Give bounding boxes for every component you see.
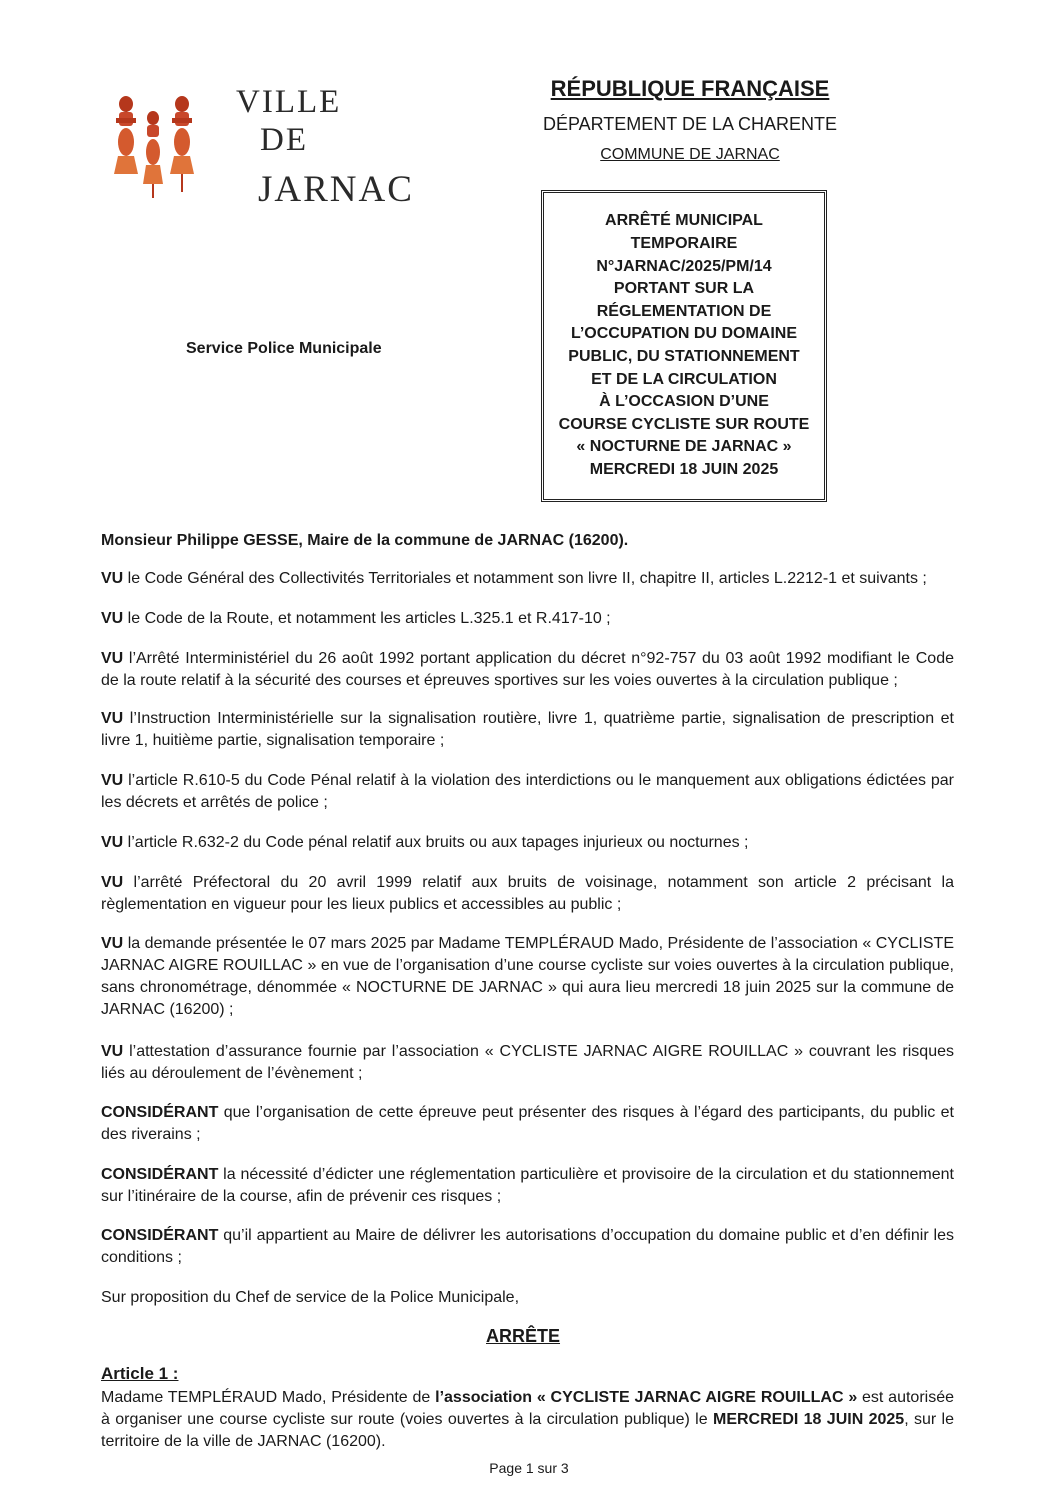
visa-lead: VU [101,570,124,587]
considerant-paragraph [101,1102,954,1146]
visa-lead: VU [101,710,124,727]
visa-paragraph [101,648,954,692]
article-text-bold: l’association « CYCLISTE JARNAC AIGRE ROUILLAC » [435,1389,858,1406]
proposition-line [101,1287,954,1309]
title-line: À L’OCCASION D’UNE [599,393,769,411]
visa-lead: VU [101,935,124,952]
title-line: PORTANT SUR LA [613,280,755,298]
visa-paragraph [101,608,954,630]
visa-text: le Code de la Route, et notamment les articles L.325.1 et R.417-10 ; [123,610,611,627]
visa-lead: VU [101,874,124,891]
maire-line: Monsieur Philippe GESSE, Maire de la commune de JARNAC (16200). [101,532,629,549]
visa-text: l’Instruction Interministérielle sur la signalisation routière, livre 1, quatrième partie, signalisation de prescription et livre 1, huitième partie, signalisation temporaire ; [101,710,954,749]
visa-paragraph [101,872,954,916]
article-text: Madame TEMPLÉRAUD Mado, Présidente de [101,1389,436,1406]
title-line: L’OCCUPATION DU DOMAINE [570,325,798,343]
article-text: est autorisée à organiser une course cycliste sur route (voies ouvertes à la circulation publique) le [101,1389,954,1428]
commune-heading: COMMUNE DE JARNAC [600,146,780,163]
visa-paragraph [101,770,954,814]
title-line: TEMPORAIRE [630,235,738,253]
visa-paragraph [101,933,954,1021]
visa-text: l’arrêté Préfectoral du 20 avril 1999 relatif aux bruits de voisinage, notamment son article 2 précisant la règlementation en vigueur pour les lieux publics et accessibles au public ; [101,874,954,913]
title-line: ARRÊTÉ MUNICIPAL [605,212,763,230]
considerant-lead: CONSIDÉRANT [101,1104,219,1121]
title-line: COURSE CYCLISTE SUR ROUTE [558,415,810,433]
visa-paragraph [101,832,954,854]
visa-text: l’Arrêté Interministériel du 26 août 1992 portant application du décret n°92-757 du 03 août 1992 modifiant le Code de la route relatif à la sécurité des courses et épreuves sportives sur les voies ouvertes à la circulation publique ; [101,650,954,689]
visa-paragraph [101,568,954,590]
visa-lead: VU [101,834,124,851]
ville-de-jarnac-logo [108,84,414,234]
page-number: Page 1 sur 3 [489,1460,569,1476]
title-line: N°JARNAC/2025/PM/14 [596,257,772,275]
visa-lead: VU [101,772,124,789]
visa-lead: VU [101,1043,124,1060]
visa-lead: VU [101,650,124,667]
considerant-paragraph [101,1225,954,1269]
logo-figures-icon [108,92,208,212]
visa-paragraph [101,1041,954,1085]
considerant-text: qu’il appartient au Maire de délivrer les autorisations d’occupation du domaine public et d’en définir les conditions ; [101,1227,954,1266]
title-line: « NOCTURNE DE JARNAC » [576,438,792,456]
visa-text: l’attestation d’assurance fournie par l’association « CYCLISTE JARNAC AIGRE ROUILLAC » couvrant les risques liés au déroulement de l’évènement ; [101,1043,954,1082]
republique-heading: RÉPUBLIQUE FRANÇAISE [550,76,830,101]
considerant-paragraph [101,1164,954,1208]
visa-text: l’article R.632-2 du Code pénal relatif aux bruits ou aux tapages injurieux ou nocturnes ; [123,834,749,851]
departement-heading: DÉPARTEMENT DE LA CHARENTE [542,114,838,134]
arrete-title-box [541,190,827,502]
article-1-title: Article 1 : [101,1364,179,1383]
article-1-body [101,1387,954,1453]
logo-text-de: DE [260,122,308,158]
title-line: ET DE LA CIRCULATION [591,370,777,388]
title-line: PUBLIC, DU STATIONNEMENT [568,348,800,365]
article-text-bold: MERCREDI 18 JUIN 2025 [712,1411,905,1428]
visa-lead: VU [101,610,124,627]
arrete-heading: ARRÊTE [486,1326,561,1346]
article-text: , sur le territoire de la ville de JARNAC (16200). [101,1411,955,1450]
title-line: RÉGLEMENTATION DE [596,302,772,320]
considerant-text: que l’organisation de cette épreuve peut présenter des risques à l’égard des participants, du public et des riverains ; [101,1104,954,1143]
proposition-text: Sur proposition du Chef de service de la Police Municipale, [101,1289,520,1306]
considerant-lead: CONSIDÉRANT [101,1166,219,1183]
title-line: MERCREDI 18 JUIN 2025 [589,460,779,478]
visa-text: l’article R.610-5 du Code Pénal relatif à la violation des interdictions ou le manquement aux obligations édictées par les décrets et arrêtés de police ; [101,772,954,811]
logo-text-ville: VILLE [236,84,342,120]
considerant-text: la nécessité d’édicter une réglementation particulière et provisoire de la circulation et du stationnement sur l’itinéraire de la course, afin de prévenir ces risques ; [101,1166,954,1205]
visa-paragraph [101,708,954,752]
considerant-lead: CONSIDÉRANT [101,1227,219,1244]
service-label: Service Police Municipale [186,340,382,357]
visa-text: le Code Général des Collectivités Territoriales et notamment son livre II, chapitre II, articles L.2212-1 et suivants ; [123,570,927,587]
logo-text-jarnac: JARNAC [258,169,414,210]
visa-text: la demande présentée le 07 mars 2025 par Madame TEMPLÉRAUD Mado, Présidente de l’association « CYCLISTE JARNAC AIGRE ROUILLAC » en vue de l’organisation d’une course cycliste sur voies ouvertes à la circulation publique, sans chronométrage, dénommée « NOCTURNE DE JARNAC » qui aura lieu mercredi 18 juin 2025 sur la commune de JARNAC (16200) ; [101,935,954,1018]
